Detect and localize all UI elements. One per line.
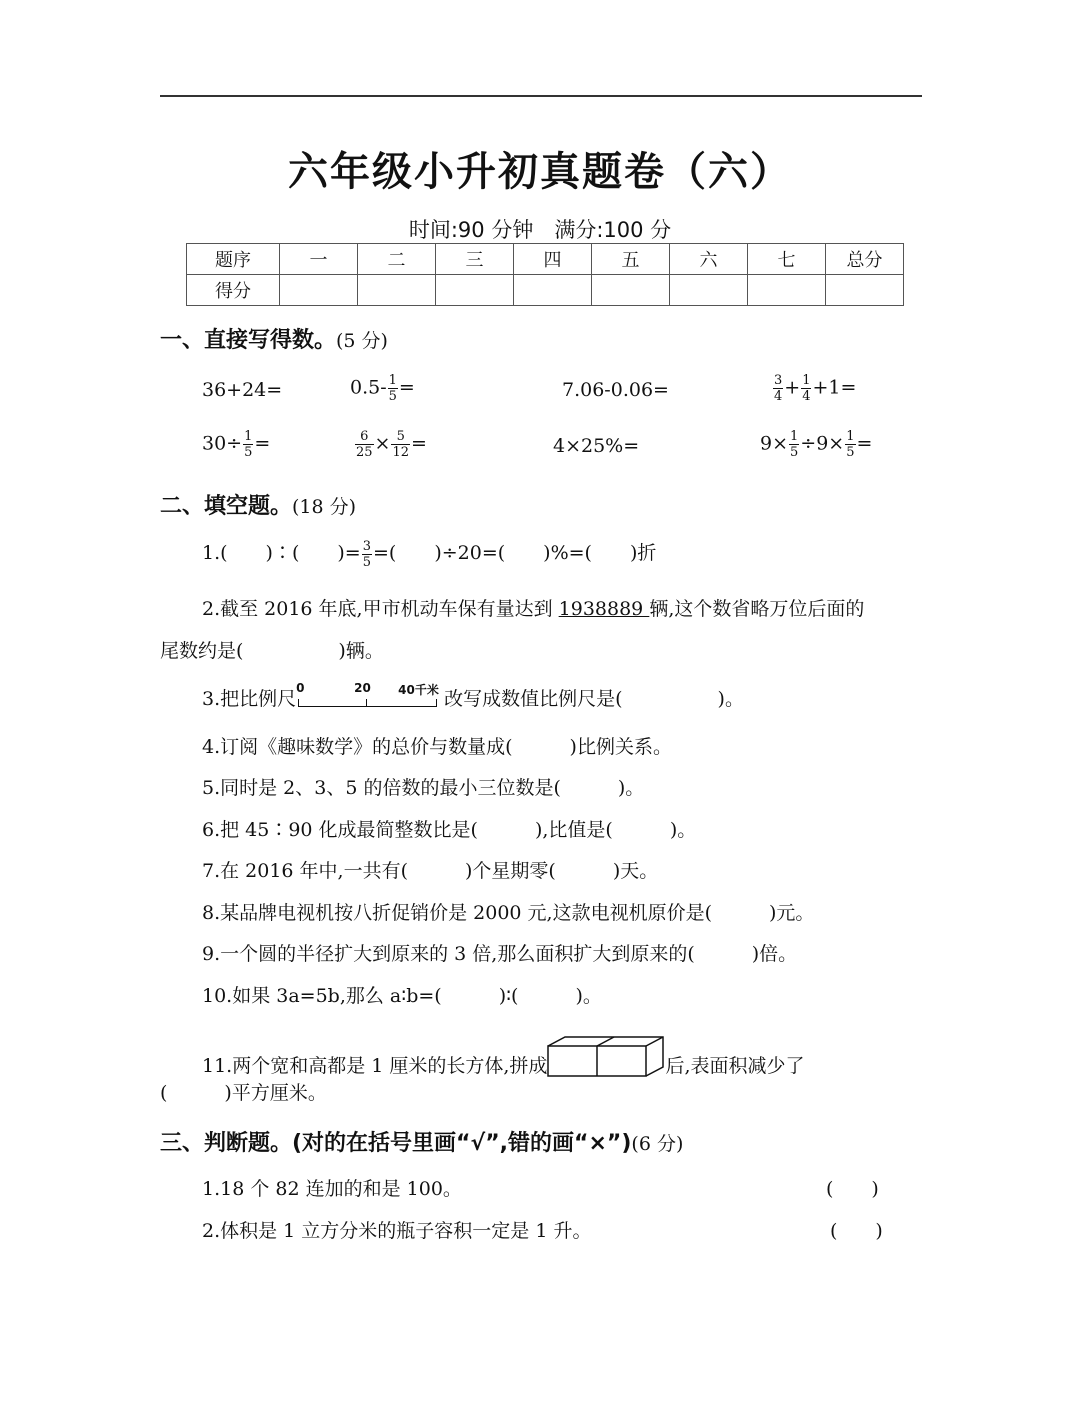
numerator: 1	[802, 373, 811, 388]
calc-text: =	[856, 432, 873, 455]
question-text: 后,表面积减少了	[665, 1055, 805, 1077]
fill-q1	[202, 538, 656, 570]
ruler-tick	[436, 699, 437, 707]
question-text: 3.把比例尺	[202, 688, 297, 710]
fill-q2-line1	[202, 594, 864, 621]
calc-2d	[760, 429, 872, 460]
section1-points: (5 分)	[336, 330, 388, 352]
scale-ruler-icon	[296, 681, 444, 711]
score-cell: 题序	[187, 244, 280, 275]
section2-title: 二、填空题。	[160, 494, 293, 519]
score-entry-cell[interactable]	[514, 275, 592, 306]
question-text: 2.截至 2016 年底,甲市机动车保有量达到	[202, 598, 559, 620]
denominator: 5	[362, 554, 371, 570]
numerator: 3	[362, 538, 371, 554]
fill-q9: 9.一个圆的半径扩大到原来的 3 倍,那么面积扩大到原来的( )倍。	[202, 943, 798, 965]
calc-text: ×	[374, 432, 391, 455]
score-entry-cell[interactable]	[592, 275, 670, 306]
fill-q4: 4.订阅《趣味数学》的总价与数量成( )比例关系。	[202, 736, 672, 758]
fill-q2-line2: 尾数约是( )辆。	[160, 640, 384, 662]
score-cell: 六	[670, 244, 748, 275]
question-text: =( )÷20=( )%=( )折	[372, 542, 657, 564]
score-cell: 四	[514, 244, 592, 275]
score-entry-cell[interactable]	[436, 275, 514, 306]
calc-text: =	[254, 432, 271, 455]
score-cell: 总分	[826, 244, 904, 275]
denominator: 5	[790, 445, 799, 460]
question-text: 1.( )∶( )=	[202, 542, 361, 564]
fill-q8: 8.某品牌电视机按八折促销价是 2000 元,这款电视机原价是( )元。	[202, 902, 815, 924]
judge-q1-answer-box[interactable]: ( )	[826, 1178, 879, 1200]
calc-1b	[350, 373, 415, 404]
score-cell: 二	[358, 244, 436, 275]
fill-q11-line1	[202, 1036, 804, 1078]
calc-text: +1=	[812, 376, 857, 399]
numerator: 6	[355, 429, 374, 445]
fill-q6: 6.把 45∶90 化成最简整数比是( ),比值是( )。	[202, 819, 697, 841]
ruler-bar	[298, 706, 436, 707]
ruler-label: 20	[354, 681, 371, 695]
fill-q10: 10.如果 3a=5b,那么 a∶b=( )∶( )。	[202, 985, 602, 1007]
two-cuboids-icon	[547, 1036, 665, 1078]
fraction	[789, 429, 799, 460]
underlined-number: 1938889	[558, 598, 650, 620]
section2-heading	[160, 489, 356, 520]
numerator: 1	[846, 429, 855, 444]
numerator: 1	[790, 429, 799, 444]
calc-text: 9×	[760, 432, 789, 455]
section2-points: (18 分)	[292, 496, 357, 518]
numerator: 1	[244, 429, 253, 444]
denominator: 12	[392, 445, 410, 460]
judge-q1: 1.18 个 82 连加的和是 100。	[202, 1178, 462, 1200]
calc-1c: 7.06-0.06=	[562, 379, 669, 401]
question-text: 11.两个宽和高都是 1 厘米的长方体,拼成	[202, 1055, 548, 1077]
header-rule	[160, 95, 922, 97]
score-cell: 五	[592, 244, 670, 275]
calc-text: ÷9×	[800, 432, 845, 455]
numerator: 1	[388, 373, 397, 388]
exam-meta: 时间:90 分钟 满分:100 分	[408, 218, 672, 242]
score-cell: 七	[748, 244, 826, 275]
numerator: 3	[774, 373, 783, 388]
calc-text: 0.5-	[350, 376, 387, 399]
score-table-score-row	[187, 275, 904, 306]
fill-q5: 5.同时是 2、3、5 的倍数的最小三位数是( )。	[202, 777, 645, 799]
fraction	[801, 373, 811, 404]
fraction	[773, 373, 783, 404]
numerator: 5	[391, 429, 410, 445]
section3-title: 三、判断题。(对的在括号里画“√”,错的画“×”)	[160, 1131, 632, 1156]
fill-q3	[202, 681, 744, 711]
calc-text: =	[411, 432, 427, 455]
score-entry-cell[interactable]	[670, 275, 748, 306]
section1-title: 一、直接写得数。	[160, 328, 337, 353]
ruler-tick	[298, 699, 299, 707]
fraction	[355, 429, 374, 460]
section3-points: (6 分)	[631, 1133, 684, 1155]
calc-2a	[202, 429, 270, 460]
denominator: 4	[774, 389, 783, 404]
denominator: 5	[244, 445, 253, 460]
denominator: 5	[846, 445, 855, 460]
judge-q2-answer-box[interactable]: ( )	[830, 1220, 883, 1242]
judge-q2: 2.体积是 1 立方分米的瓶子容积一定是 1 升。	[202, 1220, 592, 1242]
fraction	[388, 373, 398, 404]
fraction	[391, 429, 410, 460]
fraction	[243, 429, 253, 460]
calc-text: 30÷	[202, 432, 243, 455]
denominator: 5	[388, 389, 397, 404]
section1-heading	[160, 323, 388, 354]
denominator: 4	[802, 389, 811, 404]
page-title: 六年级小升初真题卷（六）	[288, 149, 792, 195]
score-label-cell: 得分	[187, 275, 280, 306]
question-text: 辆,这个数省略万位后面的	[649, 598, 865, 620]
fraction	[362, 539, 372, 570]
score-cell: 三	[436, 244, 514, 275]
fill-q11-line2: ( )平方厘米。	[160, 1082, 327, 1104]
calc-2c: 4×25%=	[553, 435, 640, 457]
calc-text: +	[784, 376, 801, 399]
score-entry-cell[interactable]	[826, 275, 904, 306]
score-table	[186, 243, 904, 306]
fraction	[845, 429, 855, 460]
calc-2b	[354, 429, 427, 460]
fill-q7: 7.在 2016 年中,一共有( )个星期零( )天。	[202, 860, 659, 882]
calc-text: =	[398, 376, 415, 399]
score-entry-cell[interactable]	[358, 275, 436, 306]
score-cell: 一	[280, 244, 358, 275]
calc-1a: 36+24=	[202, 379, 283, 401]
ruler-label: 40千米	[398, 683, 439, 697]
score-entry-cell[interactable]	[280, 275, 358, 306]
score-entry-cell[interactable]	[748, 275, 826, 306]
section3-heading	[160, 1126, 683, 1157]
denominator: 25	[356, 445, 373, 460]
ruler-tick	[366, 699, 367, 707]
score-table-header-row	[187, 244, 904, 275]
calc-1d	[772, 373, 856, 404]
ruler-label: 0	[296, 681, 305, 695]
question-text: 改写成数值比例尺是( )。	[444, 688, 744, 710]
